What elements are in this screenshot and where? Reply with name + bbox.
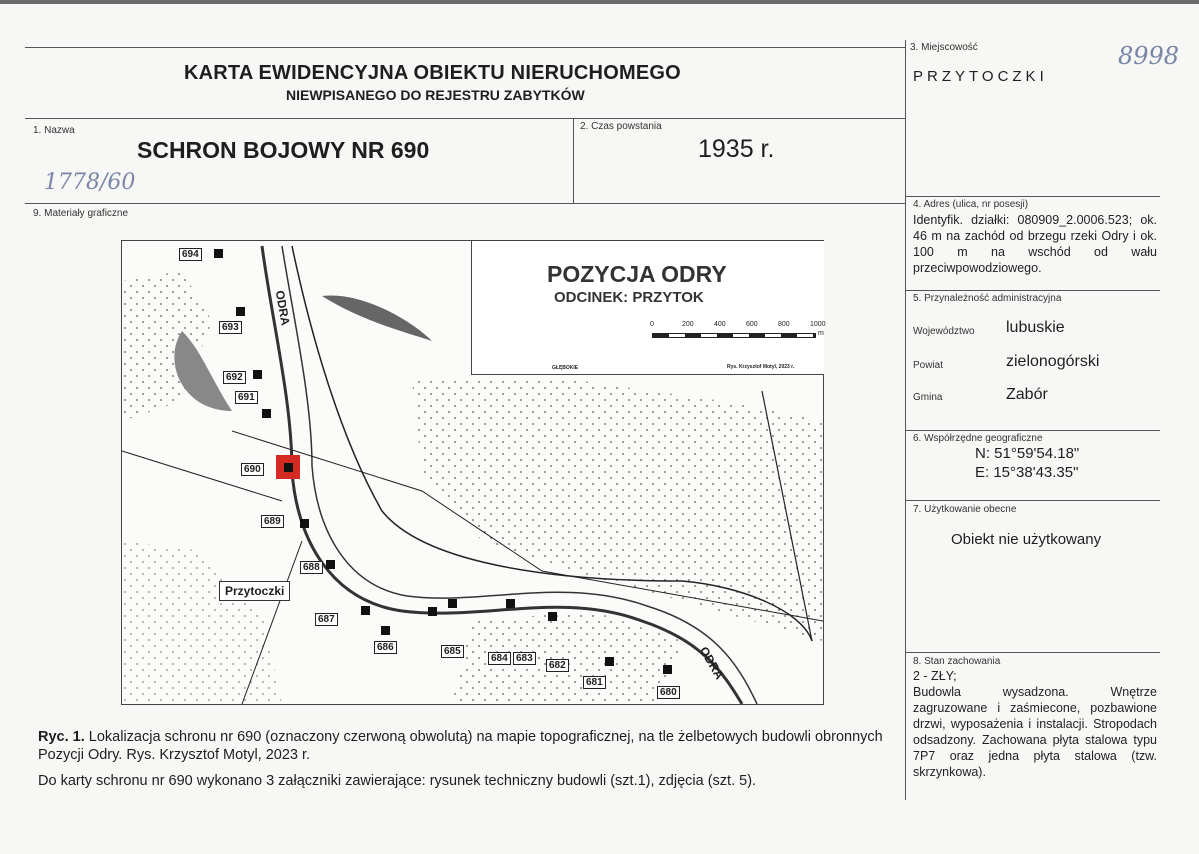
bunker-label: 689: [261, 515, 284, 528]
river-label-2: ODRA: [696, 644, 727, 682]
forest-area: [412, 381, 823, 641]
scale-unit: m: [818, 330, 824, 337]
bunker-marker: [284, 463, 293, 472]
voivodeship-value: lubuskie: [1006, 319, 1065, 336]
divider: [905, 500, 1160, 501]
divider: [25, 47, 905, 48]
attachments-note: Do karty schronu nr 690 wykonano 3 załączniki zawierające: rysunek techniczny budowli (szt.1), zdjęcia (szt. 5).: [38, 773, 757, 789]
scale-tick: 0: [650, 321, 654, 328]
bunker-marker: [381, 626, 390, 635]
county-label: Powiat: [913, 360, 944, 371]
commune-value: Zabór: [1006, 386, 1048, 403]
divider: [25, 203, 905, 204]
divider: [905, 40, 906, 800]
bunker-label: 688: [300, 561, 323, 574]
date-label: 2. Czas powstania: [580, 121, 662, 132]
bunker-label: 685: [441, 645, 464, 658]
map-legend-box: [471, 241, 824, 375]
handwritten-number: 8998: [1118, 42, 1180, 70]
scale-tick: 400: [714, 321, 726, 328]
bunker-label: 683: [513, 652, 536, 665]
scan-edge: [0, 0, 1199, 4]
forest-area: [452, 611, 682, 704]
condition-label: 8. Stan zachowania: [913, 656, 1001, 667]
bunker-label: 687: [315, 613, 338, 626]
bunker-marker: [506, 599, 515, 608]
village-label: Przytoczki: [219, 581, 290, 601]
name-label: 1. Nazwa: [33, 125, 75, 136]
divider: [573, 118, 574, 203]
bunker-label: 692: [223, 371, 246, 384]
bunker-label: 693: [219, 321, 242, 334]
map-subtitle: ODCINEK: PRZYTOK: [554, 289, 704, 306]
bunker-label: 682: [546, 659, 569, 672]
divider: [905, 652, 1160, 653]
commune-label: Gmina: [913, 392, 943, 403]
bunker-label: 680: [657, 686, 680, 699]
map-credit: Rys. Krzysztof Motyl, 2023 r.: [727, 364, 795, 370]
figure-caption: [38, 728, 900, 764]
divider: [905, 290, 1160, 291]
place-label: 3. Miejscowość: [910, 42, 978, 53]
bunker-marker: [262, 409, 271, 418]
address-value: Identyfik. działki: 080909_2.0006.523; ok. 46 m na zachód od brzegu rzeki Odry i ok. 100 m na wschód od wału przeciwpowodziowego.: [913, 213, 1157, 275]
scale-tick: 600: [746, 321, 758, 328]
handwritten-reference: 1778/60: [44, 170, 136, 195]
condition-description: Budowla wysadzona. Wnętrze zagruzowane i zaśmiecone, pozbawione drzwi, wyposażenia i instalacji. Stropodach odsadzony. Zachowana płyta stalowa typu 7P7 oraz jedna płyta stalowa (tzw. skrzynkowa).: [913, 685, 1157, 779]
scale-tick: 1000: [810, 321, 826, 328]
bunker-marker: [448, 599, 457, 608]
bunker-label: 694: [179, 248, 202, 261]
bunker-marker: [300, 519, 309, 528]
bunker-marker: [253, 370, 262, 379]
river-label: ODRA: [272, 289, 293, 327]
object-name: SCHRON BOJOWY NR 690: [137, 137, 430, 163]
scale-bar: [652, 333, 816, 338]
bunker-marker: [214, 249, 223, 258]
bunker-marker: [605, 657, 614, 666]
graphics-label: 9. Materiały graficzne: [33, 208, 129, 219]
bunker-label: 691: [235, 391, 258, 404]
divider: [905, 430, 1160, 431]
county-value: zielonogórski: [1006, 353, 1100, 370]
bunker-label: 690: [241, 463, 264, 476]
topographic-map: [121, 240, 824, 705]
divider: [25, 118, 905, 119]
bunker-marker: [663, 665, 672, 674]
bunker-marker: [548, 612, 557, 621]
bunker-label: 681: [583, 676, 606, 689]
scale-tick: 800: [778, 321, 790, 328]
bunker-marker: [326, 560, 335, 569]
card-title: KARTA EWIDENCYJNA OBIEKTU NIERUCHOMEGO: [184, 62, 681, 84]
road: [122, 451, 282, 501]
usage-value: Obiekt nie użytkowany: [951, 531, 1102, 548]
address-label: 4. Adres (ulica, nr posesji): [913, 199, 1029, 210]
divider: [905, 196, 1160, 197]
caption-text: Lokalizacja schronu nr 690 (oznaczony czerwoną obwolutą) na mapie topograficznej, na tle żelbetowych budowli obronnych Pozycji Odry. Rys. Krzysztof Motyl, 2023 r.: [38, 729, 883, 763]
bunker-label: 686: [374, 641, 397, 654]
bunker-marker: [428, 607, 437, 616]
place-label-glebokie: GŁĘBOKIE: [552, 365, 579, 371]
bunker-label: 684: [488, 652, 511, 665]
latitude: N: 51°59'54.18": [975, 445, 1080, 462]
card-subtitle: NIEWPISANEGO DO REJESTRU ZABYTKÓW: [286, 87, 585, 103]
map-title: POZYCJA ODRY: [547, 261, 727, 287]
bunker-marker: [361, 606, 370, 615]
scale-tick: 200: [682, 321, 694, 328]
condition-grade: 2 - ZŁY;: [913, 669, 957, 683]
place-value: PRZYTOCZKI: [913, 68, 1048, 85]
longitude: E: 15°38'43.35": [975, 464, 1079, 481]
construction-date: 1935 r.: [698, 135, 775, 163]
admin-label: 5. Przynależność administracyjna: [913, 293, 1062, 304]
coords-label: 6. Współrzędne geograficzne: [913, 433, 1043, 444]
usage-label: 7. Użytkowanie obecne: [913, 504, 1017, 515]
oxbow-lake: [322, 295, 432, 341]
caption-prefix: Ryc. 1.: [38, 729, 85, 745]
voivodeship-label: Województwo: [913, 326, 975, 337]
forest-area: [122, 541, 282, 704]
bunker-marker: [236, 307, 245, 316]
